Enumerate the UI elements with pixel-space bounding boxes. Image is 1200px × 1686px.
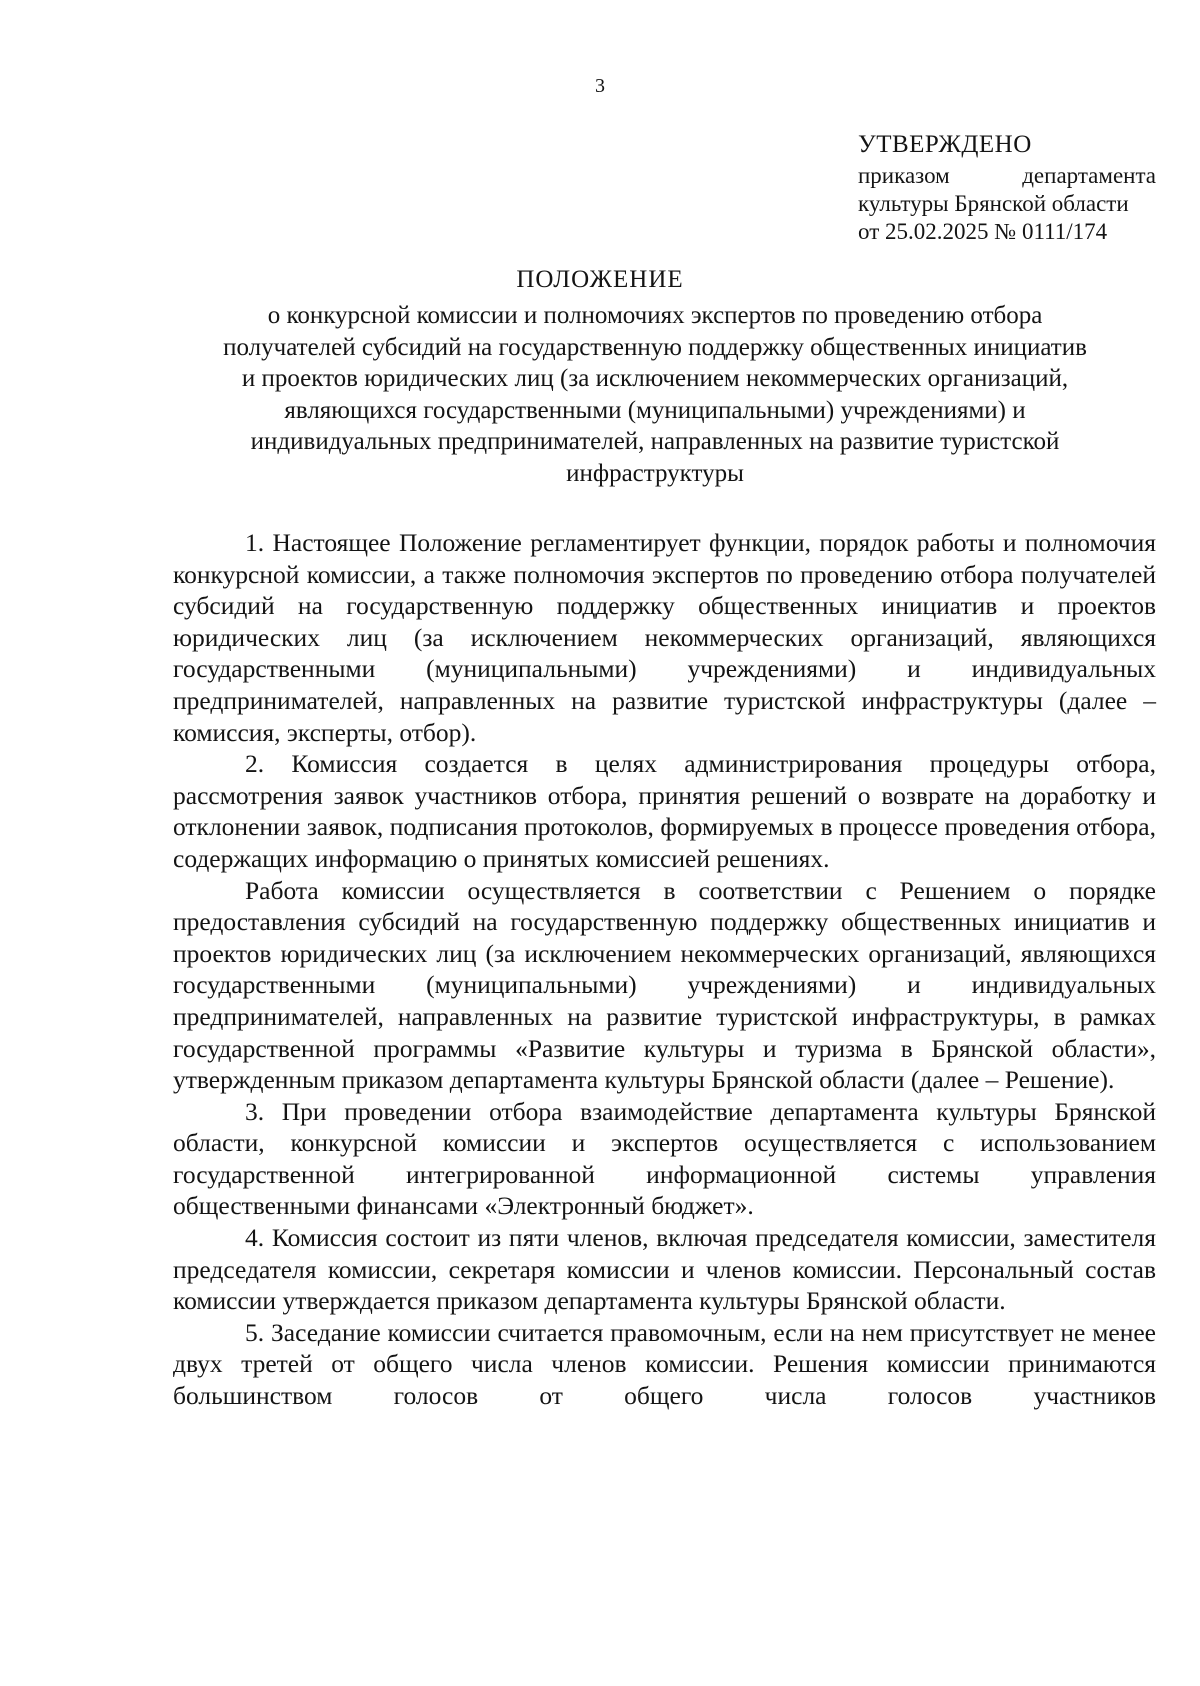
document-title: ПОЛОЖЕНИЕ [516, 266, 684, 293]
paragraph-4: 4. Комиссия состоит из пяти членов, включая председателя комиссии, заместителя председателя комиссии, секретаря комиссии и членов комиссии. Персональный состав комиссии утверждается приказом департамента культуры Брянской области. [173, 1223, 1156, 1316]
subtitle-line: являющихся государственными (муниципальными) учреждениями) и [284, 396, 1026, 424]
document-body [173, 527, 1156, 1412]
approval-heading: УТВЕРЖДЕНО [858, 131, 1032, 158]
subtitle-line: о конкурсной комиссии и полномочиях экспертов по проведению отбора [267, 302, 1043, 329]
approval-line-department: культуры Брянской области [858, 191, 1129, 216]
approval-line-date-number: от 25.02.2025 № 0111/174 [858, 219, 1108, 244]
paragraph-2-continued: Работа комиссии осуществляется в соответствии с Решением о порядке предоставления субсидий на государственную поддержку общественных инициатив и проектов юридических лиц (за исключением некоммерческих организаций, являющихся государственными (муниципальными) учреждениями) и индивидуальных предпринимателей, направленных на развитие туристской инфраструктуры, в рамках государственной программы «Развитие культуры и туризма в Брянской области», утвержденным приказом департамента культуры Брянской области (далее – Решение). [173, 875, 1156, 1095]
approval-block [858, 130, 1156, 246]
approval-line-order: приказом департамента [858, 163, 1156, 188]
page-number: 3 [595, 75, 605, 97]
subtitle-line: и проектов юридических лиц (за исключением некоммерческих организаций, [241, 365, 1069, 392]
document-subtitle [150, 300, 1160, 489]
subtitle-line: индивидуальных предпринимателей, направленных на развитие туристской [250, 428, 1060, 455]
paragraph-1: 1. Настоящее Положение регламентирует функции, порядок работы и полномочия конкурсной комиссии, а также полномочия экспертов по проведению отбора получателей субсидий на государственную поддержку общественных инициатив и проектов юридических лиц (за исключением некоммерческих организаций, являющихся государственными (муниципальными) учреждениями) и индивидуальных предпринимателей, направленных на развитие туристской инфраструктуры (далее – комиссия, эксперты, отбор). [173, 528, 1156, 747]
subtitle-line: получателей субсидий на государственную поддержку общественных инициатив [223, 333, 1087, 361]
paragraph-2: 2. Комиссия создается в целях администрирования процедуры отбора, рассмотрения заявок участников отбора, принятия решений о возврате на доработку и отклонении заявок, подписания протоколов, формируемых в процессе проведения отбора, содержащих информацию о принятых комиссией решениях. [173, 749, 1156, 873]
paragraph-5: 5. Заседание комиссии считается правомочным, если на нем присутствует не менее двух третей от общего числа членов комиссии. Решения комиссии принимаются большинством голосов от общего числа голосов участников [173, 1317, 1156, 1411]
paragraph-3: 3. При проведении отбора взаимодействие департамента культуры Брянской области, конкурсной комиссии и экспертов осуществляется с использованием государственной интегрированной информационной системы управления общественными финансами «Электронный бюджет». [173, 1096, 1156, 1221]
subtitle-line: инфраструктуры [566, 459, 744, 487]
